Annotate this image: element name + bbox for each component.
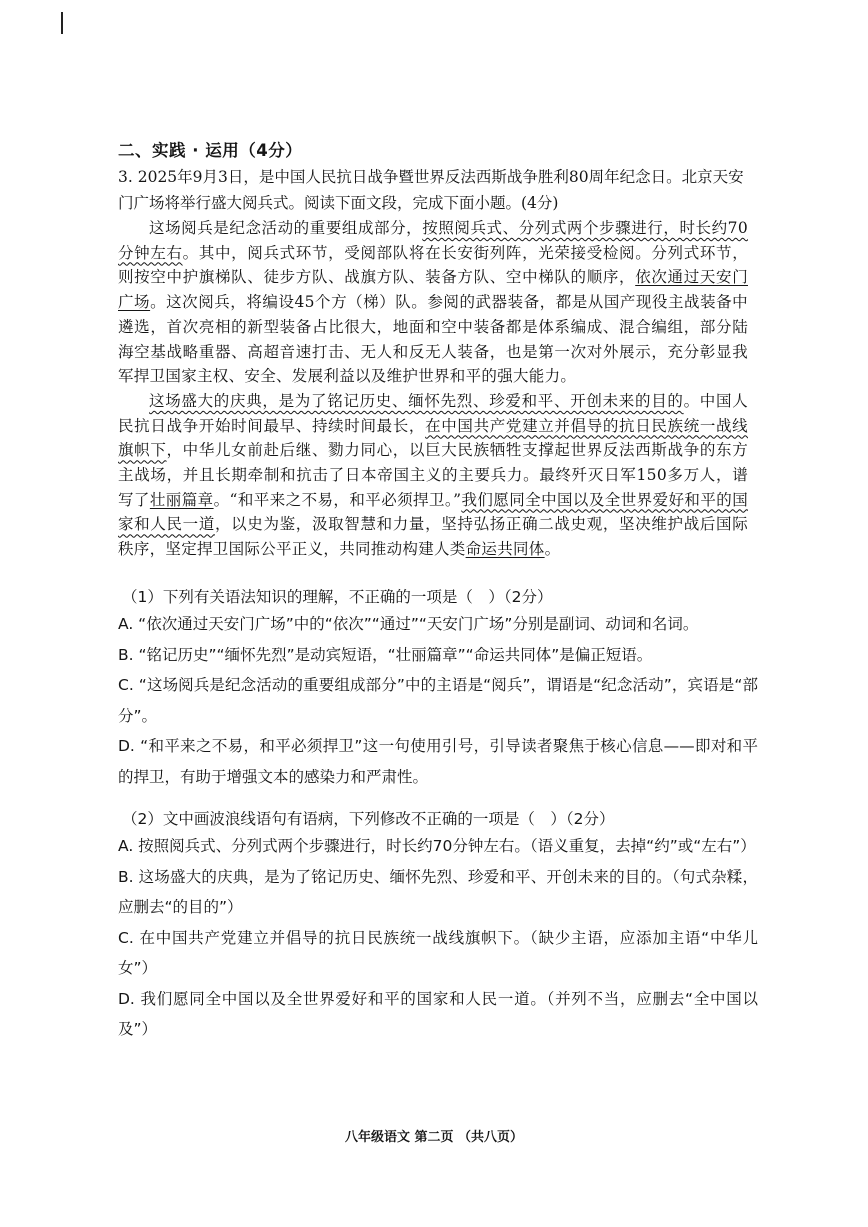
sub-question-2 xyxy=(118,807,758,1045)
passage-text: 这场阅兵是纪念活动的重要组成部分， xyxy=(149,219,423,237)
wavy-underlined-sentence: 在中国共产党建立并倡导的抗日民族统一战线旗帜下 xyxy=(118,416,748,460)
passage-text: ，中华儿女前赴后继、勠力同心，以巨大民族牺牲支撑起世界反法西斯战争的东方主战场，并且长期牵制和抗击了日本帝国主义的主要兵力。最终歼灭日军150多万人，谱写了 xyxy=(118,441,748,509)
section-title: 二、实践 · 运用（4分） xyxy=(118,141,303,160)
option-b: B. 这场盛大的庆典，是为了铭记历史、缅怀先烈、珍爱和平、开创未来的目的。（句式杂糅，应删去“的目的”） xyxy=(118,867,758,916)
option-d: D. 我们愿同全中国以及全世界爱好和平的国家和人民一道。（并列不当，应删去“全中国以及”） xyxy=(118,989,758,1038)
wavy-underlined-sentence: 这场盛大的庆典，是为了铭记历史、缅怀先烈、珍爱和平、开创未来的目的 xyxy=(149,391,684,410)
passage-text: 。中国人民抗日战争开始时间最早、持续时间最长， xyxy=(118,391,748,435)
question-intro: 3. 2025年9月3日，是中国人民抗日战争暨世界反法西斯战争胜利80周年纪念日。北京天安门广场将举行盛大阅兵式。阅读下面文段，完成下面小题。(4分) xyxy=(118,168,744,212)
passage-text: 。 xyxy=(544,540,561,559)
option-b: B. “铭记历史”“缅怀先烈”是动宾短语，“壮丽篇章”“命运共同体”是偏正短语。 xyxy=(118,645,653,664)
passage-paragraph-2 xyxy=(118,389,748,562)
page-edge-mark xyxy=(61,12,63,34)
sub-question-1 xyxy=(118,585,758,792)
option-d: D. “和平来之不易，和平必须捍卫”这一句使用引号，引导读者聚焦于核心信息——即对和平的捍卫，有助于增强文本的感染力和严肃性。 xyxy=(118,737,758,786)
underlined-phrase: 命运共同体 xyxy=(465,540,545,559)
reading-passage xyxy=(118,216,748,562)
wavy-underlined-sentence: 我们愿同全中国以及全世界爱好和平的国家和人民一道 xyxy=(118,490,748,534)
page-footer: 八年级语文 第二页 （共八页） xyxy=(344,1130,524,1145)
option-a: A. 按照阅兵式、分列式两个步骤进行，时长约70分钟左右。（语义重复，去掉“约”或“左右”） xyxy=(118,837,756,855)
option-a: A. “依次通过天安门广场”中的“依次”“通过”“天安门广场”分别是副词、动词和名词。 xyxy=(118,615,699,633)
option-c: C. “这场阅兵是纪念活动的重要组成部分”中的主语是“阅兵”，谓语是“纪念活动”，宾语是“部分”。 xyxy=(118,676,758,725)
passage-text: 。这次阅兵，将编设45个方（梯）队。参阅的武器装备，都是从国产现役主战装备中遴选，首次亮相的新型装备占比很大，地面和空中装备都是体系编成、混合编组，部分陆海空基战略重器、高超音速打击、无人和反无人装备，也是第一次对外展示，充分彰显我军捍卫国家主权、安全、发展利益以及维护世界和平的强大能力。 xyxy=(118,293,748,386)
passage-text: 。“和平来之不易，和平必须捍卫。” xyxy=(213,490,462,509)
sub-question-stem: （2）文中画波浪线语句有语病，下列修改不正确的一项是（ ）（2分） xyxy=(122,810,615,828)
underlined-phrase: 依次通过天安门广场 xyxy=(118,268,748,312)
passage-text: ，以史为鉴，汲取智慧和力量，坚持弘扬正确二战史观，坚决维护战后国际秩序，坚定捍卫国际公平正义，共同推动构建人类 xyxy=(118,515,748,559)
option-c: C. 在中国共产党建立并倡导的抗日民族统一战线旗帜下。（缺少主语，应添加主语“中华儿女”） xyxy=(118,928,758,977)
wavy-underlined-sentence: 按照阅兵式、分列式两个步骤进行，时长约70分钟左右 xyxy=(118,219,748,262)
passage-paragraph-1 xyxy=(118,216,748,389)
sub-question-stem: （1）下列有关语法知识的理解，不正确的一项是（ ）（2分） xyxy=(122,588,553,606)
underlined-phrase: 壮丽篇章 xyxy=(149,490,214,509)
passage-text: 。其中，阅兵式环节，受阅部队将在长安街列阵，光荣接受检阅。分列式环节，则按空中护旗梯队、徒步方队、战旗方队、装备方队、空中梯队的顺序， xyxy=(118,243,748,287)
